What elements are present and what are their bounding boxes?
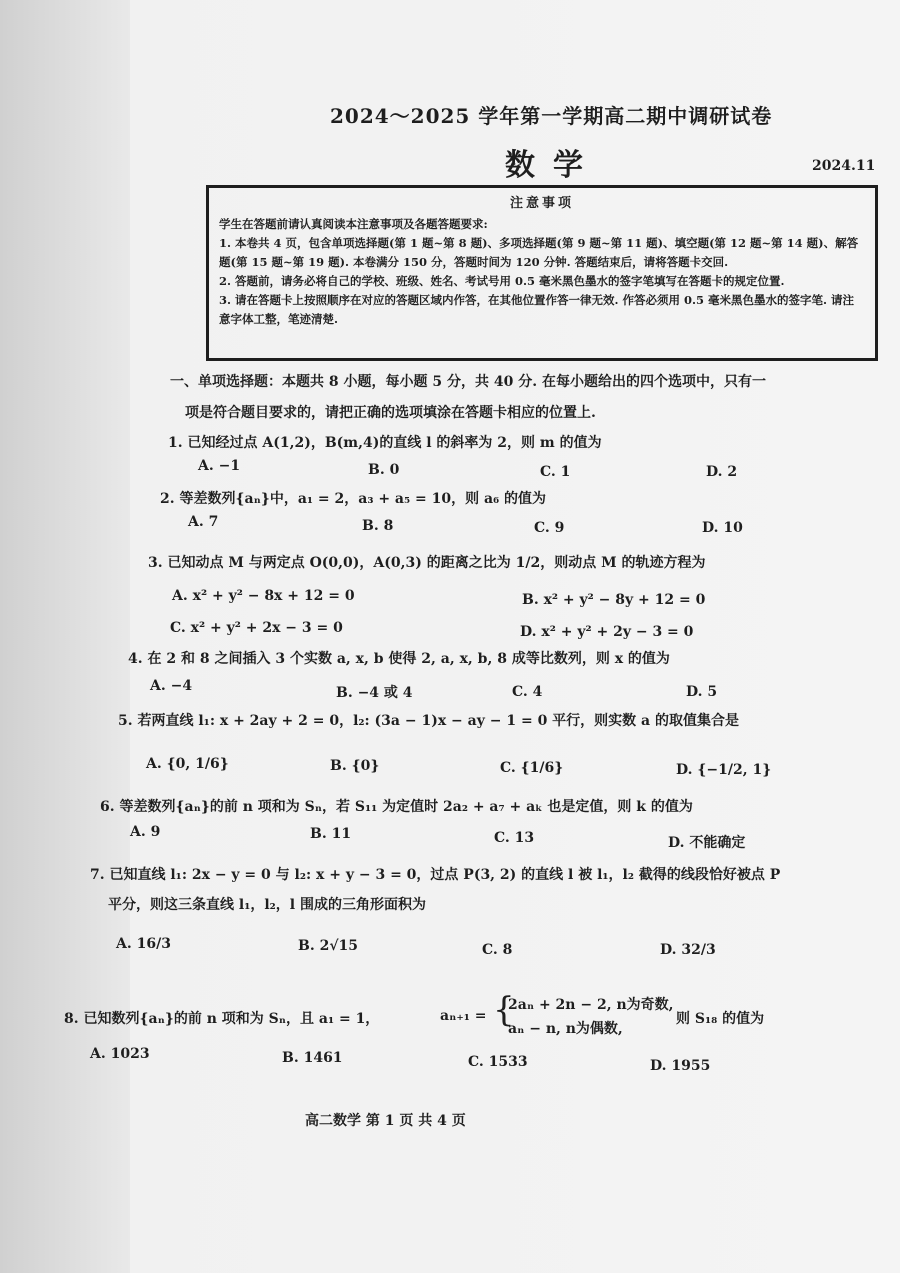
question-1-stem: 1. 已知经过点 A(1,2)，B(m,4)的直线 l 的斜率为 2，则 m 的值为	[168, 435, 602, 451]
question-1-option-d: D. 2	[706, 464, 738, 480]
notice-item-2: 2. 答题前，请务必将自己的学校、班级、姓名、考试号用 0.5 毫米黑色墨水的签字笔填写在答题卡的规定位置.	[219, 274, 785, 288]
question-3-option-c: C. x² + y² + 2x − 3 = 0	[170, 620, 343, 636]
question-4-option-a: A. −4	[150, 678, 193, 694]
question-8-stem: 8. 已知数列{aₙ}的前 n 项和为 Sₙ，且 a₁ = 1，	[64, 1011, 380, 1027]
question-5-option-d: D. {−1/2, 1}	[676, 762, 772, 778]
question-6-option-b: B. 11	[310, 826, 352, 842]
question-2-option-b: B. 8	[362, 518, 394, 534]
section-instruction-line1: 一、单项选择题：本题共 8 小题，每小题 5 分，共 40 分. 在每小题给出的四个选项中，只有一	[170, 374, 766, 390]
question-8-stem-end: 则 S₁₈ 的值为	[676, 1011, 765, 1027]
question-6-stem: 6. 等差数列{aₙ}的前 n 项和为 Sₙ，若 S₁₁ 为定值时 2a₂ + a₇ + aₖ 也是定值，则 k 的值为	[100, 799, 693, 815]
notice-heading: 注意事项	[509, 196, 574, 211]
question-8-case-odd: 2aₙ + 2n − 2, n为奇数,	[508, 997, 674, 1013]
question-1-option-c: C. 1	[540, 464, 571, 480]
exam-title: 2024～2025 学年第一学期高二期中调研试卷	[330, 104, 773, 128]
question-5-option-c: C. {1/6}	[500, 760, 564, 776]
question-4-option-c: C. 4	[512, 684, 543, 700]
question-7-option-c: C. 8	[482, 942, 513, 958]
question-5-option-a: A. {0, 1/6}	[146, 756, 229, 772]
notice-intro: 学生在答题前请认真阅读本注意事项及各题答题要求:	[219, 217, 488, 231]
section-instruction-line2: 项是符合题目要求的，请把正确的选项填涂在答题卡相应的位置上.	[185, 405, 596, 421]
subject-title: 数学	[505, 148, 601, 183]
question-2-option-a: A. 7	[188, 514, 219, 530]
question-1-option-b: B. 0	[368, 462, 400, 478]
notice-item-3: 3. 请在答题卡上按照顺序在对应的答题区域内作答，在其他位置作答一律无效. 作答必须用 0.5 毫米黑色墨水的签字笔. 请注意字体工整，笔迹清楚.	[219, 293, 855, 326]
question-8-case-even: aₙ − n, n为偶数,	[508, 1021, 623, 1037]
question-7-stem: 7. 已知直线 l₁: 2x − y = 0 与 l₂: x + y − 3 = 0，过点 P(3, 2) 的直线 l 被 l₁，l₂ 截得的线段恰好被点 P	[90, 867, 781, 883]
question-3-option-d: D. x² + y² + 2y − 3 = 0	[520, 624, 694, 640]
notice-box	[206, 185, 878, 361]
question-7-stem-continued: 平分，则这三条直线 l₁，l₂，l 围成的三角形面积为	[108, 897, 426, 913]
question-8-option-d: D. 1955	[650, 1058, 711, 1074]
question-2-stem: 2. 等差数列{aₙ}中，a₁ = 2，a₃ + a₅ = 10，则 a₆ 的值为	[160, 491, 547, 507]
question-4-option-b: B. −4 或 4	[336, 685, 413, 701]
question-3-option-a: A. x² + y² − 8x + 12 = 0	[172, 588, 355, 604]
question-7-option-a: A. 16/3	[116, 936, 171, 952]
question-8-recurrence-lhs: aₙ₊₁ =	[440, 1008, 487, 1024]
exam-date: 2024.11	[812, 158, 876, 174]
question-6-option-a: A. 9	[130, 824, 161, 840]
question-7-option-b: B. 2√15	[298, 938, 359, 954]
question-3-option-b: B. x² + y² − 8y + 12 = 0	[522, 592, 706, 608]
question-1-option-a: A. −1	[198, 458, 241, 474]
question-2-option-c: C. 9	[534, 520, 565, 536]
question-7-option-d: D. 32/3	[660, 942, 716, 958]
question-8-option-b: B. 1461	[282, 1050, 343, 1066]
question-6-option-c: C. 13	[494, 830, 535, 846]
question-6-option-d: D. 不能确定	[668, 835, 746, 851]
question-5-option-b: B. {0}	[330, 758, 380, 774]
question-8-option-c: C. 1533	[468, 1054, 528, 1070]
question-8-brace: {	[493, 990, 515, 1030]
notice-item-1: 1. 本卷共 4 页，包含单项选择题(第 1 题~第 8 题)、多项选择题(第 9 题~第 11 题)、填空题(第 12 题~第 14 题)、解答题(第 15 题~第 19 题). 本卷满分 150 分，答题时间为 120 分钟. 答题结束后，请将答题卡交回.	[219, 236, 859, 269]
question-4-option-d: D. 5	[686, 684, 718, 700]
question-3-stem: 3. 已知动点 M 与两定点 O(0,0)，A(0,3) 的距离之比为 1/2，则动点 M 的轨迹方程为	[148, 555, 706, 571]
question-8-option-a: A. 1023	[90, 1046, 150, 1062]
page-footer: 高二数学 第 1 页 共 4 页	[305, 1113, 466, 1129]
question-4-stem: 4. 在 2 和 8 之间插入 3 个实数 a, x, b 使得 2, a, x, b, 8 成等比数列，则 x 的值为	[128, 651, 670, 667]
question-2-option-d: D. 10	[702, 520, 743, 536]
question-5-stem: 5. 若两直线 l₁: x + 2ay + 2 = 0，l₂: (3a − 1)x − ay − 1 = 0 平行，则实数 a 的取值集合是	[118, 713, 740, 729]
